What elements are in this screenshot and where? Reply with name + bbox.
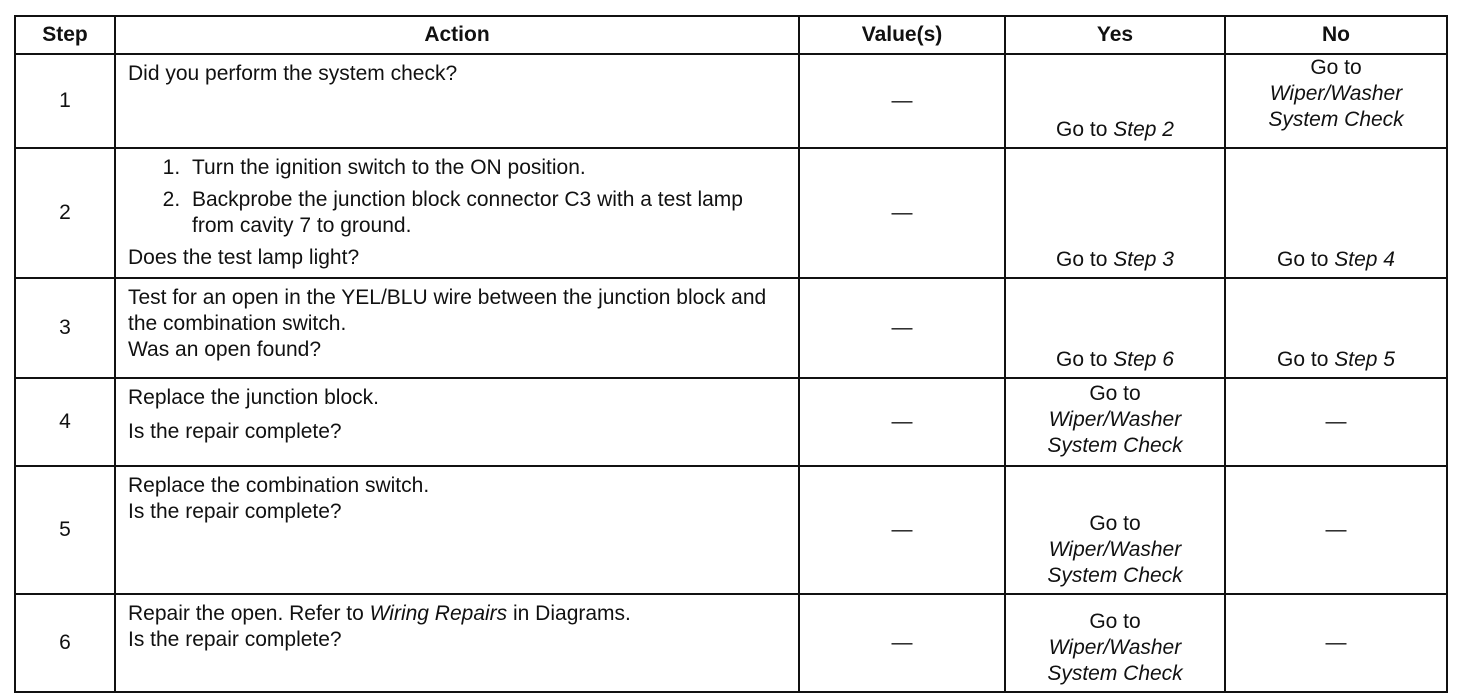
action-cell — [115, 378, 799, 466]
table-row — [15, 54, 1447, 148]
value-cell: — — [799, 594, 1005, 692]
yes-cell — [1005, 378, 1225, 466]
instruction-item: 2. Backprobe the junction block connector C3 with a test lamp from cavity 7 to ground. — [186, 187, 788, 239]
action-text: Replace the junction block. — [128, 386, 379, 409]
header-yes: Yes — [1005, 16, 1225, 54]
no-result: Go to Step 4 — [1277, 248, 1395, 271]
value-cell: — — [799, 278, 1005, 378]
yes-result: Go to Step 3 — [1056, 248, 1174, 271]
action-cell — [115, 594, 799, 692]
action-cell — [115, 54, 799, 148]
table-row — [15, 378, 1447, 466]
action-text: Test for an open in the YEL/BLU wire between the junction block and the combination switch. — [128, 286, 767, 335]
step-number: 3 — [15, 278, 115, 378]
no-result-goto: Go to — [1310, 56, 1362, 79]
no-cell: — — [1225, 466, 1447, 594]
action-question: Was an open found? — [128, 338, 322, 361]
value-cell: — — [799, 148, 1005, 278]
yes-cell — [1005, 466, 1225, 594]
table-row — [15, 148, 1447, 278]
step-number: 5 — [15, 466, 115, 594]
action-text: Repair the open. Refer to Wiring Repairs in Diagrams. — [128, 602, 631, 625]
yes-cell — [1005, 148, 1225, 278]
wiper-washer-link[interactable]: Wiper/Washer — [1048, 636, 1182, 659]
yes-cell — [1005, 594, 1225, 692]
action-question: Is the repair complete? — [128, 628, 342, 651]
yes-result: Go to Step 2 — [1056, 118, 1174, 141]
step-link[interactable]: Step 4 — [1334, 248, 1395, 271]
table-row — [15, 594, 1447, 692]
wiper-washer-link-1[interactable]: Wiper/Washer — [1269, 82, 1403, 105]
wiper-washer-link[interactable]: Wiper/Washer — [1048, 408, 1182, 431]
yes-cell — [1005, 54, 1225, 148]
value-cell: — — [799, 378, 1005, 466]
step-number: 4 — [15, 378, 115, 466]
yes-result: Go to Step 6 — [1056, 348, 1174, 371]
header-step: Step — [15, 16, 115, 54]
table-row — [15, 278, 1447, 378]
instruction-item: 1. Turn the ignition switch to the ON position. — [186, 155, 788, 181]
diagnostic-table — [14, 15, 1448, 693]
yes-cell — [1005, 278, 1225, 378]
action-question: Is the repair complete? — [128, 500, 342, 523]
no-cell — [1225, 54, 1447, 148]
value-cell: — — [799, 466, 1005, 594]
header-action: Action — [115, 16, 799, 54]
step-link[interactable]: Step 5 — [1334, 348, 1395, 371]
action-question: Is the repair complete? — [128, 420, 342, 443]
action-text: Did you perform the system check? — [128, 62, 458, 85]
action-cell — [115, 278, 799, 378]
no-cell — [1225, 148, 1447, 278]
no-result: Go to Step 5 — [1277, 348, 1395, 371]
step-link[interactable]: Step 3 — [1113, 248, 1174, 271]
yes-result-goto: Go to — [1089, 512, 1141, 535]
action-cell — [115, 466, 799, 594]
step-number: 6 — [15, 594, 115, 692]
step-link[interactable]: Step 2 — [1113, 118, 1174, 141]
no-cell — [1225, 278, 1447, 378]
action-text: Replace the combination switch. — [128, 474, 430, 497]
system-check-link[interactable]: System Check — [1047, 434, 1183, 457]
system-check-link[interactable]: System Check — [1047, 564, 1183, 587]
wiring-repairs-link[interactable]: Wiring Repairs — [369, 602, 508, 625]
yes-result-goto: Go to — [1089, 610, 1141, 633]
header-values: Value(s) — [799, 16, 1005, 54]
instruction-list — [128, 155, 788, 245]
no-cell: — — [1225, 378, 1447, 466]
header-no: No — [1225, 16, 1447, 54]
yes-result-goto: Go to — [1089, 382, 1141, 405]
action-cell — [115, 148, 799, 278]
no-cell: — — [1225, 594, 1447, 692]
step-link[interactable]: Step 6 — [1113, 348, 1174, 371]
step-number: 2 — [15, 148, 115, 278]
wiper-washer-link[interactable]: Wiper/Washer — [1048, 538, 1182, 561]
step-number: 1 — [15, 54, 115, 148]
system-check-link[interactable]: System Check — [1047, 662, 1183, 685]
action-question: Does the test lamp light? — [128, 246, 360, 269]
system-check-link-1[interactable]: System Check — [1268, 108, 1404, 131]
header-row — [15, 16, 1447, 54]
table-row — [15, 466, 1447, 594]
value-cell: — — [799, 54, 1005, 148]
